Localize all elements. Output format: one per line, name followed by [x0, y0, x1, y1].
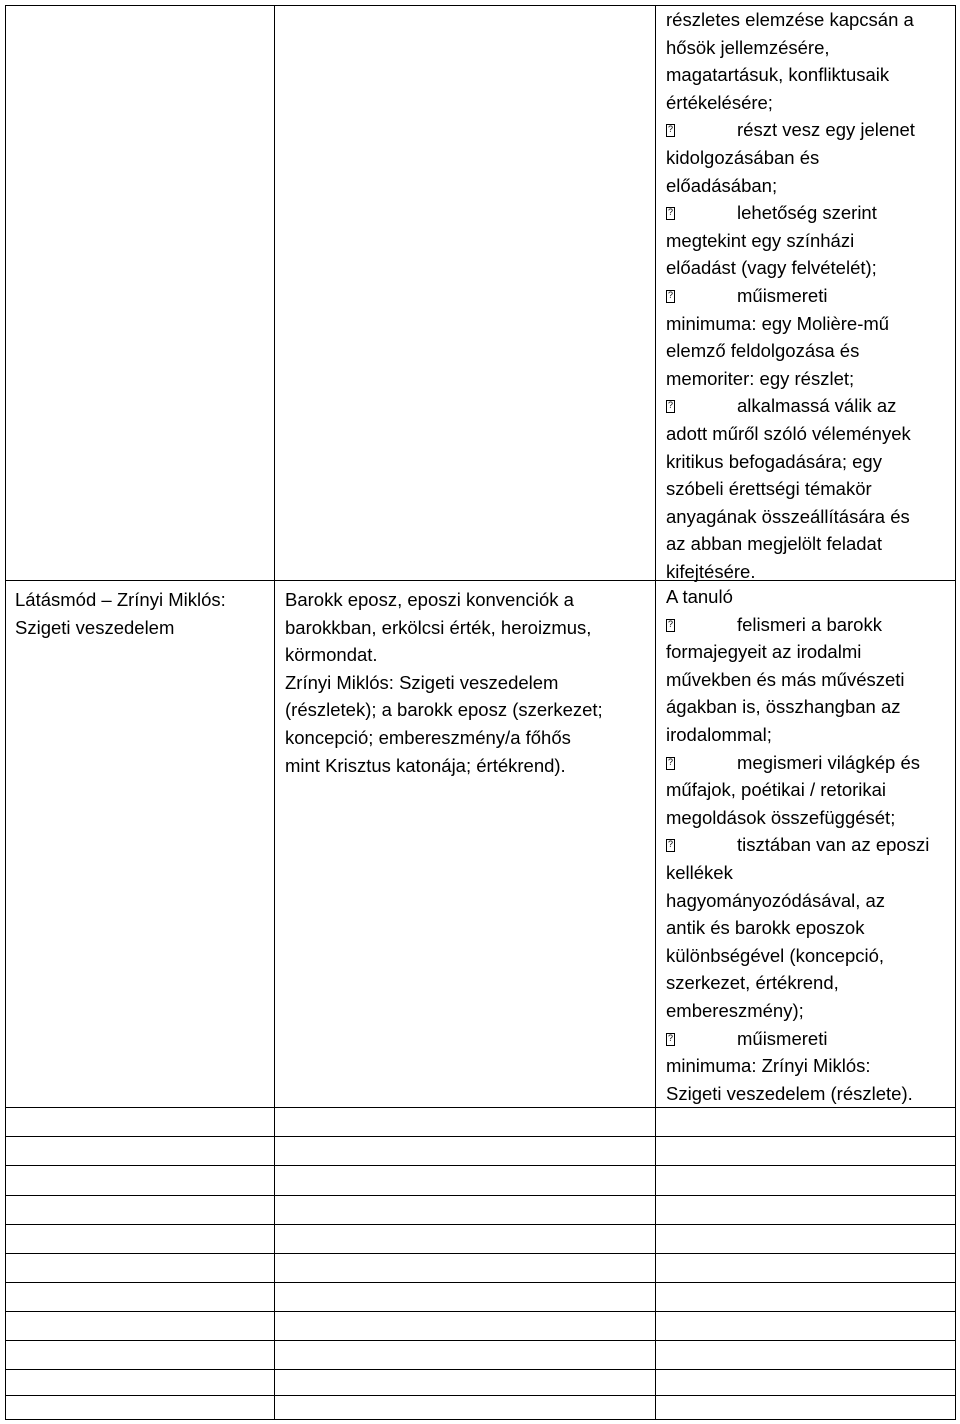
row-divider-6 [5, 1253, 956, 1254]
outcome-bullet: ?műismereti [666, 282, 915, 310]
missing-glyph-box-icon [666, 619, 675, 632]
outcome-line: megoldások összefüggését; [666, 806, 896, 828]
outcome-bullet: ?felismeri a barokk [666, 611, 929, 639]
content-line: barokkban, erkölcsi érték, heroizmus, [285, 616, 592, 638]
missing-glyph-box-icon [666, 124, 675, 137]
row-divider-3 [5, 1165, 956, 1166]
outcome-line: memoriter: egy részlet; [666, 367, 855, 389]
missing-glyph-box-icon [666, 207, 675, 220]
content-line: Zrínyi Miklós: Szigeti veszedelem [285, 671, 559, 693]
column-divider-2 [655, 5, 656, 1420]
content-line: mint Krisztus katonája; értékrend). [285, 754, 566, 776]
column-divider-1 [274, 5, 275, 1420]
row-divider-8 [5, 1311, 956, 1312]
outcome-line: értékelésére; [666, 91, 773, 113]
outcome-line: megtekint egy színházi [666, 229, 855, 251]
row-divider-10 [5, 1369, 956, 1370]
outcome-line: kritikus befogadására; egy [666, 450, 882, 472]
outcome-line: antik és barokk eposzok [666, 917, 865, 939]
outcomes-intro: A tanuló [666, 586, 733, 607]
row-divider-9 [5, 1340, 956, 1341]
topic-line: Látásmód – Zrínyi Miklós: [15, 589, 226, 610]
missing-glyph-box-icon [666, 400, 675, 413]
outcome-line: előadásában; [666, 174, 778, 196]
outcome-line: minimuma: Zrínyi Miklós: [666, 1055, 871, 1077]
row-divider-2 [5, 1136, 956, 1137]
row-divider-4 [5, 1195, 956, 1196]
outcome-line: az abban megjelölt feladat [666, 533, 882, 555]
outcome-bullet: ?megismeri világkép és [666, 749, 929, 777]
missing-glyph-box-icon [666, 290, 675, 303]
outcome-line: embereszmény); [666, 999, 804, 1021]
outcome-line: különbségével (koncepció, [666, 944, 885, 966]
outcomes-cell [666, 583, 929, 1107]
content-cell [285, 586, 603, 779]
outcome-line: kifejtésére. [666, 560, 756, 582]
outcome-line: irodalommal; [666, 723, 772, 745]
row-divider-5 [5, 1224, 956, 1225]
outcome-line: magatartásuk, konfliktusaik [666, 64, 890, 86]
outcome-line: anyagának összeállítására és [666, 505, 910, 527]
missing-glyph-box-icon [666, 1033, 675, 1046]
outcome-line: művekben és más művészeti [666, 668, 905, 690]
outcome-line: hősök jellemzésére, [666, 36, 830, 58]
row-divider-11 [5, 1395, 956, 1396]
content-line: (részletek); a barokk eposz (szerkezet; [285, 699, 603, 721]
outcome-line: előadást (vagy felvételét); [666, 257, 877, 279]
outcome-line: szerkezet, értékrend, [666, 972, 839, 994]
outcome-line: minimuma: egy Molière-mű [666, 312, 890, 334]
outcome-line: ágakban is, összhangban az [666, 696, 901, 718]
outcome-line: műfajok, poétikai / retorikai [666, 779, 887, 801]
outcome-bullet: ?tisztában van az eposzi [666, 831, 929, 859]
outcome-bullet: ?lehetőség szerint [666, 199, 915, 227]
outcome-line: formajegyeit az irodalmi [666, 641, 862, 663]
missing-glyph-box-icon [666, 839, 675, 852]
outcome-line: kellékek [666, 861, 733, 883]
outcome-line: hagyományozódásával, az [666, 889, 886, 911]
content-line: Barokk eposz, eposzi konvenciók a [285, 589, 574, 610]
row-divider-7 [5, 1282, 956, 1283]
outcome-line: kidolgozásában és [666, 146, 820, 168]
topic-line: Szigeti veszedelem [15, 616, 175, 638]
outcomes-cell-continued [666, 6, 915, 585]
content-line: koncepció; embereszmény/a főhős [285, 726, 571, 748]
content-line: körmondat. [285, 644, 378, 666]
outcome-line: adott műről szóló vélemények [666, 422, 911, 444]
outcome-bullet: ?alkalmassá válik az [666, 392, 915, 420]
missing-glyph-box-icon [666, 757, 675, 770]
outcome-line: Szigeti veszedelem (részlete). [666, 1082, 913, 1104]
outcome-bullet: ?részt vesz egy jelenet [666, 116, 915, 144]
outcome-line: elemző feldolgozása és [666, 340, 860, 362]
outcome-line: részletes elemzése kapcsán a [666, 9, 914, 30]
topic-cell [15, 586, 226, 641]
outcome-bullet: ?műismereti [666, 1025, 929, 1053]
outcome-line: szóbeli érettségi témakör [666, 478, 872, 500]
